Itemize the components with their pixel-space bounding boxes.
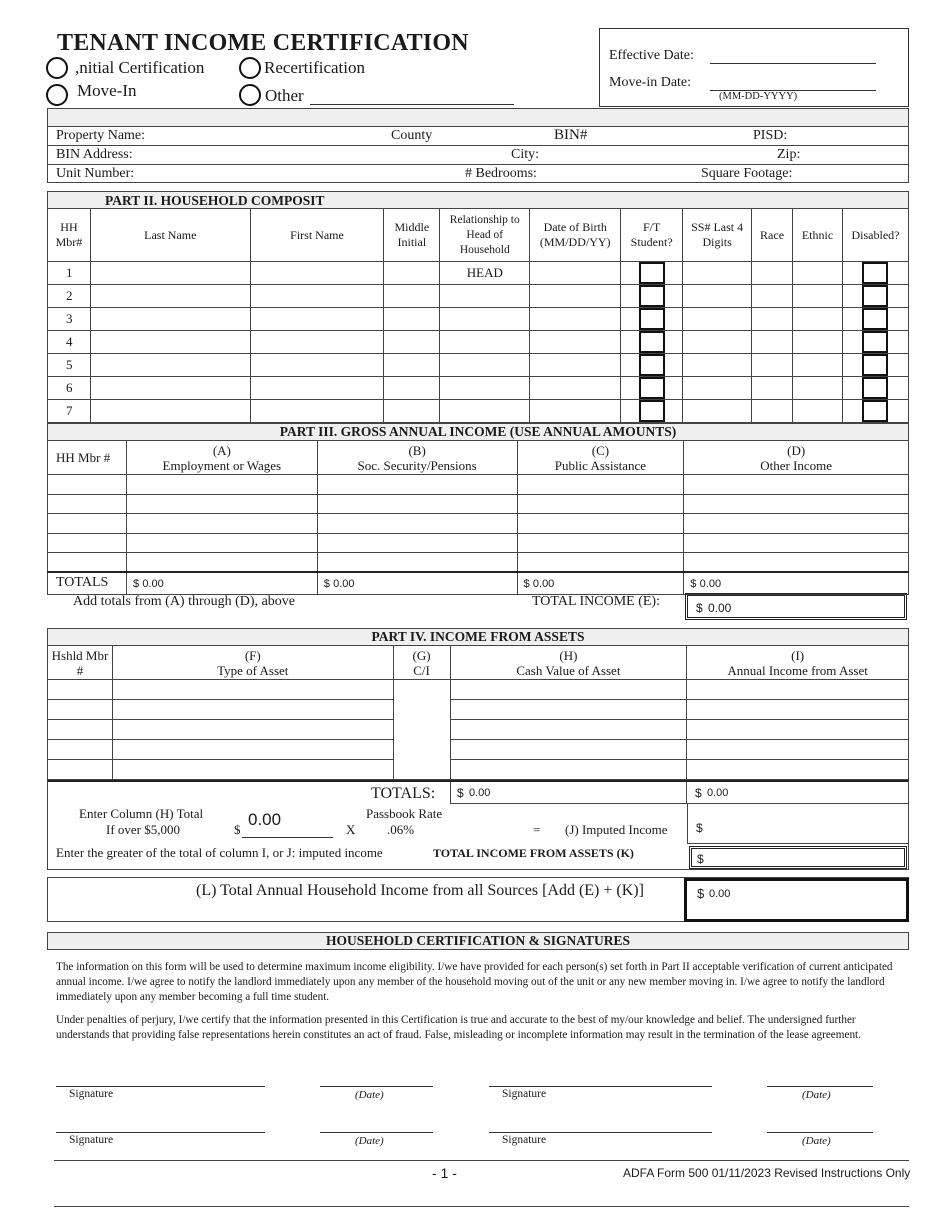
ft-student-checkbox[interactable] [621,354,683,377]
property-header-bar [47,108,909,127]
employment-wages-field[interactable] [126,533,317,553]
ss-field[interactable] [683,354,752,377]
bin-label: BIN# [554,127,588,143]
income-hh-field[interactable] [48,533,127,553]
household-member-row [48,331,909,354]
signature-label-3: Signature [69,1134,114,1146]
ss-field[interactable] [683,331,752,354]
recertification-label: Recertification [264,58,366,77]
part2-title-bar [47,191,909,209]
dob-field[interactable] [530,308,621,331]
signature-label-1: Signature [69,1088,114,1100]
part3-title: PART III. GROSS ANNUAL INCOME (USE ANNUAL AMOUNTS) [279,424,677,439]
col-h-total-value: 0.00 [248,810,282,829]
other-radio[interactable] [239,84,261,106]
signature-line-2[interactable] [489,1086,712,1087]
disabled-checkbox[interactable] [842,331,908,354]
effective-date-input[interactable] [710,63,876,64]
household-member-row [48,262,909,285]
col-first-name: First Name [250,209,384,262]
col-hh-mbr-income: HH Mbr # [48,441,127,475]
col-b-letter: (B) [408,442,426,458]
soc-security-field[interactable] [317,514,517,534]
gross-income-table [47,440,909,595]
currency-sign: $ [695,786,702,800]
relationship-field[interactable]: HEAD [440,262,530,285]
employment-wages-field[interactable] [126,475,317,495]
col-ft-student: F/T Student? [621,209,683,262]
employment-wages-field[interactable] [126,553,317,573]
col-hshld-mbr: Hshld Mbr # [48,646,113,680]
disabled-checkbox[interactable] [842,308,908,331]
enter-col-h-label: Enter Column (H) Total [79,806,204,821]
first-name-field[interactable] [250,354,384,377]
move-in-date-label: Move-in Date: [609,75,692,90]
pisd-label: PISD: [753,128,788,143]
currency-sign: $ [697,852,704,866]
col-last-name: Last Name [90,209,250,262]
annual-income-field[interactable] [687,760,909,780]
total-income-e-field[interactable] [685,593,907,620]
last-name-field[interactable] [90,308,250,331]
total-income-e-value: 0.00 [708,601,732,615]
initial-certification-label: ,nitial Certification [75,58,205,77]
public-assistance-field[interactable] [517,514,684,534]
member-number: 4 [48,331,91,354]
bedrooms-label: # Bedrooms: [465,166,537,181]
household-member-row [48,354,909,377]
cash-value-field[interactable] [450,740,687,760]
middle-initial-field[interactable] [384,308,440,331]
middle-initial-field[interactable] [384,285,440,308]
total-l-label: (L) Total Annual Household Income from all Sources [Add (E) + (K)] [196,882,644,899]
income-row [48,533,909,553]
col-f-label: Type of Asset [217,662,289,678]
cash-value-field[interactable] [450,760,687,780]
last-name-field[interactable] [90,377,250,400]
passbook-rate-label: Passbook Rate [366,806,443,821]
income-row [48,553,909,573]
disabled-checkbox[interactable] [842,377,908,400]
col-h-letter: (H) [559,647,578,663]
first-name-field[interactable] [250,400,384,423]
col-g-letter: (G) [412,647,431,663]
dob-field[interactable] [530,377,621,400]
col-relationship: Relationship to Head of Household [440,209,530,262]
middle-initial-field[interactable] [384,262,440,285]
first-name-field[interactable] [250,377,384,400]
col-race: Race [752,209,793,262]
asset-hh-field[interactable] [48,700,113,720]
household-composition-table [47,208,909,423]
asset-row [48,720,909,740]
asset-row [48,680,909,700]
public-assistance-field[interactable] [517,475,684,495]
page-number: - 1 - [432,1165,457,1181]
middle-initial-field[interactable] [384,354,440,377]
ss-field[interactable] [683,262,752,285]
member-number: 6 [48,377,91,400]
assets-totals-label: TOTALS: [371,785,436,802]
col-ethnic: Ethnic [793,209,843,262]
total-assets-k-field[interactable] [689,846,907,869]
greater-note: Enter the greater of the total of column I, or J: imputed income [56,845,383,860]
signature-label-4: Signature [502,1134,547,1146]
imputed-income-field[interactable] [687,804,909,844]
currency-sign: $ [234,822,241,837]
other-income-field[interactable] [684,553,909,573]
move-in-label: Move-In [77,81,137,100]
property-name-label: Property Name: [56,128,146,143]
ethnic-field[interactable] [793,354,843,377]
county-label: County [391,128,433,143]
household-member-row [48,377,909,400]
middle-initial-field[interactable] [384,377,440,400]
disabled-checkbox[interactable] [842,400,908,423]
date-format-hint: (MM-DD-YYYY) [719,91,798,102]
income-hh-field[interactable] [48,553,127,573]
col-d-label: Other Income [760,457,833,473]
col-i-label: Annual Income from Asset [727,662,868,678]
equals-sign: = [533,822,541,837]
asset-type-field[interactable] [112,760,393,780]
signature-line-3[interactable] [56,1132,265,1133]
disabled-checkbox[interactable] [842,262,908,285]
currency-sign: $ [323,578,330,591]
part4-title-bar [47,628,909,646]
annual-income-field[interactable] [687,720,909,740]
asset-hh-field[interactable] [48,760,113,780]
total-b-field[interactable]: 0.00 [333,578,355,591]
income-row [48,494,909,514]
disabled-checkbox[interactable] [842,354,908,377]
asset-ci-field[interactable] [393,700,450,720]
relationship-field[interactable] [440,354,530,377]
footer-bottom-rule [54,1206,909,1207]
ft-student-checkbox[interactable] [621,262,683,285]
public-assistance-field[interactable] [517,533,684,553]
last-name-field[interactable] [90,400,250,423]
col-f-letter: (F) [244,647,261,663]
asset-row [48,760,909,780]
race-field[interactable] [752,354,793,377]
initial-certification-radio[interactable] [46,57,68,79]
dob-field[interactable] [530,354,621,377]
race-field[interactable] [752,285,793,308]
ss-field[interactable] [683,285,752,308]
bin-address-label: BIN Address: [56,147,133,162]
times-sign: X [346,822,356,837]
certification-paragraph-2: Under penalties of perjury, I/we certify that the information presented in this Certification is true and accurate to the best of my/our knowledge and belief. The undersigned further understands that providing false representations herein constitutes an act of fraud. False, misleading or incomplete information may result in the termination of the lease agreement. [56,1014,861,1041]
asset-ci-field[interactable] [393,720,450,740]
household-member-row [48,308,909,331]
date-line-3[interactable] [320,1132,433,1133]
income-row [48,475,909,495]
passbook-rate-value: .06% [387,822,415,837]
ft-student-checkbox[interactable] [621,377,683,400]
currency-sign: $ [696,601,703,615]
ft-student-checkbox[interactable] [621,400,683,423]
dob-field[interactable] [530,331,621,354]
zip-label: Zip: [777,147,801,162]
asset-hh-field[interactable] [48,720,113,740]
dob-field[interactable] [530,285,621,308]
currency-sign: $ [523,578,530,591]
date-line-1[interactable] [320,1086,433,1087]
part4-title: PART IV. INCOME FROM ASSETS [371,629,585,644]
col-g-label: C/I [413,662,430,678]
total-a-field[interactable]: 0.00 [142,578,164,591]
asset-row [48,700,909,720]
last-name-field[interactable] [90,262,250,285]
asset-hh-field[interactable] [48,680,113,700]
form-title: TENANT INCOME CERTIFICATION [57,30,469,56]
other-label: Other [265,86,304,105]
race-field[interactable] [752,331,793,354]
col-middle-initial: Middle Initial [384,209,440,262]
move-in-radio[interactable] [46,84,68,106]
ethnic-field[interactable] [793,331,843,354]
member-number: 5 [48,354,91,377]
col-h-total-input[interactable] [242,808,333,838]
ethnic-field[interactable] [793,285,843,308]
col-h-label: Cash Value of Asset [516,662,621,678]
first-name-field[interactable] [250,262,384,285]
other-income-field[interactable] [684,533,909,553]
col-c-letter: (C) [591,442,610,458]
currency-sign: $ [690,578,697,591]
member-number: 3 [48,308,91,331]
race-field[interactable] [752,377,793,400]
household-member-row [48,400,909,423]
currency-sign: $ [132,578,140,591]
col-disabled: Disabled? [842,209,908,262]
race-field[interactable] [752,308,793,331]
asset-type-field[interactable] [112,700,393,720]
form-id: ADFA Form 500 01/11/2023 Revised Instructions Only [623,1166,911,1180]
other-income-field[interactable] [684,494,909,514]
middle-initial-field[interactable] [384,331,440,354]
total-assets-k-label: TOTAL INCOME FROM ASSETS (K) [433,846,634,860]
cash-value-field[interactable] [450,720,687,740]
ethnic-field[interactable] [793,377,843,400]
unit-number-label: Unit Number: [56,166,135,181]
dob-field[interactable] [530,400,621,423]
signature-line-1[interactable] [56,1086,265,1087]
relationship-field[interactable] [440,331,530,354]
asset-ci-field[interactable] [393,680,450,700]
ethnic-field[interactable] [793,262,843,285]
dob-field[interactable] [530,262,621,285]
ft-student-checkbox[interactable] [621,285,683,308]
ft-student-checkbox[interactable] [621,331,683,354]
annual-income-field[interactable] [687,680,909,700]
annual-income-field[interactable] [687,700,909,720]
relationship-field[interactable] [440,308,530,331]
total-l-value: 0.00 [709,888,731,900]
public-assistance-field[interactable] [517,494,684,514]
date-line-4[interactable] [767,1132,873,1133]
currency-sign: $ [697,886,705,901]
col-hh-mbr: HH Mbr# [48,209,91,262]
last-name-field[interactable] [90,285,250,308]
total-income-e-label: TOTAL INCOME (E): [532,594,660,609]
effective-date-label: Effective Date: [609,48,694,63]
property-section [47,126,909,183]
total-h-field[interactable] [450,782,687,804]
total-c-field[interactable]: 0.00 [532,578,555,591]
assets-table [47,645,909,780]
total-i-field[interactable] [687,782,909,804]
imputed-income-label: (J) Imputed Income [565,822,668,837]
certification-title: HOUSEHOLD CERTIFICATION & SIGNATURES [47,932,909,950]
first-name-field[interactable] [250,308,384,331]
col-dob: Date of Birth (MM/DD/YY) [530,209,621,262]
other-input[interactable] [310,104,514,105]
part3-title-bar [47,423,909,441]
part2-title: PART II. HOUSEHOLD COMPOSIT [105,193,325,208]
signature-label-2: Signature [502,1088,547,1100]
ss-field[interactable] [683,377,752,400]
date-label-4: (Date) [802,1135,831,1147]
other-income-field[interactable] [684,514,909,534]
asset-type-field[interactable] [112,720,393,740]
cash-value-field[interactable] [450,680,687,700]
date-label-1: (Date) [355,1089,384,1101]
asset-type-field[interactable] [112,740,393,760]
first-name-field[interactable] [250,331,384,354]
signature-line-4[interactable] [489,1132,712,1133]
ss-field[interactable] [683,308,752,331]
total-h-value: 0.00 [469,787,491,799]
asset-hh-field[interactable] [48,740,113,760]
square-footage-label: Square Footage: [701,166,793,181]
ethnic-field[interactable] [793,400,843,423]
soc-security-field[interactable] [317,494,517,514]
total-i-value: 0.00 [707,787,729,799]
income-hh-field[interactable] [48,514,127,534]
annual-income-field[interactable] [687,740,909,760]
col-d-letter: (D) [787,442,806,458]
asset-ci-field[interactable] [393,740,450,760]
disabled-checkbox[interactable] [842,285,908,308]
other-income-field[interactable] [684,475,909,495]
if-over-label: If over $5,000 [106,822,181,837]
col-ss: SS# Last 4 Digits [683,209,752,262]
totals-label: TOTALS [48,572,127,594]
soc-security-field[interactable] [317,553,517,573]
income-hh-field[interactable] [48,475,127,495]
ss-field[interactable] [683,400,752,423]
total-l-field[interactable] [684,878,909,922]
assets-totals-section [47,780,909,870]
member-number: 2 [48,285,91,308]
relationship-field[interactable] [440,377,530,400]
add-totals-note: Add totals from (A) through (D), above [73,594,296,609]
last-name-field[interactable] [90,331,250,354]
first-name-field[interactable] [250,285,384,308]
col-a-label: Employment or Wages [162,457,282,473]
asset-ci-field[interactable] [393,760,450,780]
col-i-letter: (I) [791,647,805,663]
currency-sign: $ [457,786,464,800]
total-l-section [47,877,909,922]
certification-paragraph-1: The information on this form will be used to determine maximum income eligibility. I/we have provided for each person(s) set forth in Part II acceptable verification of current anticipated annual income. I/we agree to notify the landlord immediately upon any member of the household moving out of the unit or any new member moving in. I/we agree to notify the landlord immediately upon any member becoming a full time student. [56,961,893,1003]
employment-wages-field[interactable] [126,494,317,514]
date-label-2: (Date) [802,1089,831,1101]
race-field[interactable] [752,262,793,285]
recertification-radio[interactable] [239,57,261,79]
member-number: 1 [48,262,91,285]
col-a-letter: (A) [212,442,231,458]
col-c-label: Public Assistance [554,457,647,473]
currency-sign: $ [696,821,703,835]
soc-security-field[interactable] [317,475,517,495]
city-label: City: [511,147,540,162]
member-number: 7 [48,400,91,423]
public-assistance-field[interactable] [517,553,684,573]
ethnic-field[interactable] [793,308,843,331]
date-line-2[interactable] [767,1086,873,1087]
income-hh-field[interactable] [48,494,127,514]
relationship-field[interactable] [440,400,530,423]
employment-wages-field[interactable] [126,514,317,534]
asset-type-field[interactable] [112,680,393,700]
cash-value-field[interactable] [450,700,687,720]
relationship-field[interactable] [440,285,530,308]
date-label-3: (Date) [355,1135,384,1147]
income-row [48,514,909,534]
soc-security-field[interactable] [317,533,517,553]
total-d-field[interactable]: 0.00 [699,578,722,591]
middle-initial-field[interactable] [384,400,440,423]
household-member-row [48,285,909,308]
last-name-field[interactable] [90,354,250,377]
col-b-label: Soc. Security/Pensions [357,457,477,473]
asset-row [48,740,909,760]
ft-student-checkbox[interactable] [621,308,683,331]
footer-rule [54,1160,909,1161]
race-field[interactable] [752,400,793,423]
